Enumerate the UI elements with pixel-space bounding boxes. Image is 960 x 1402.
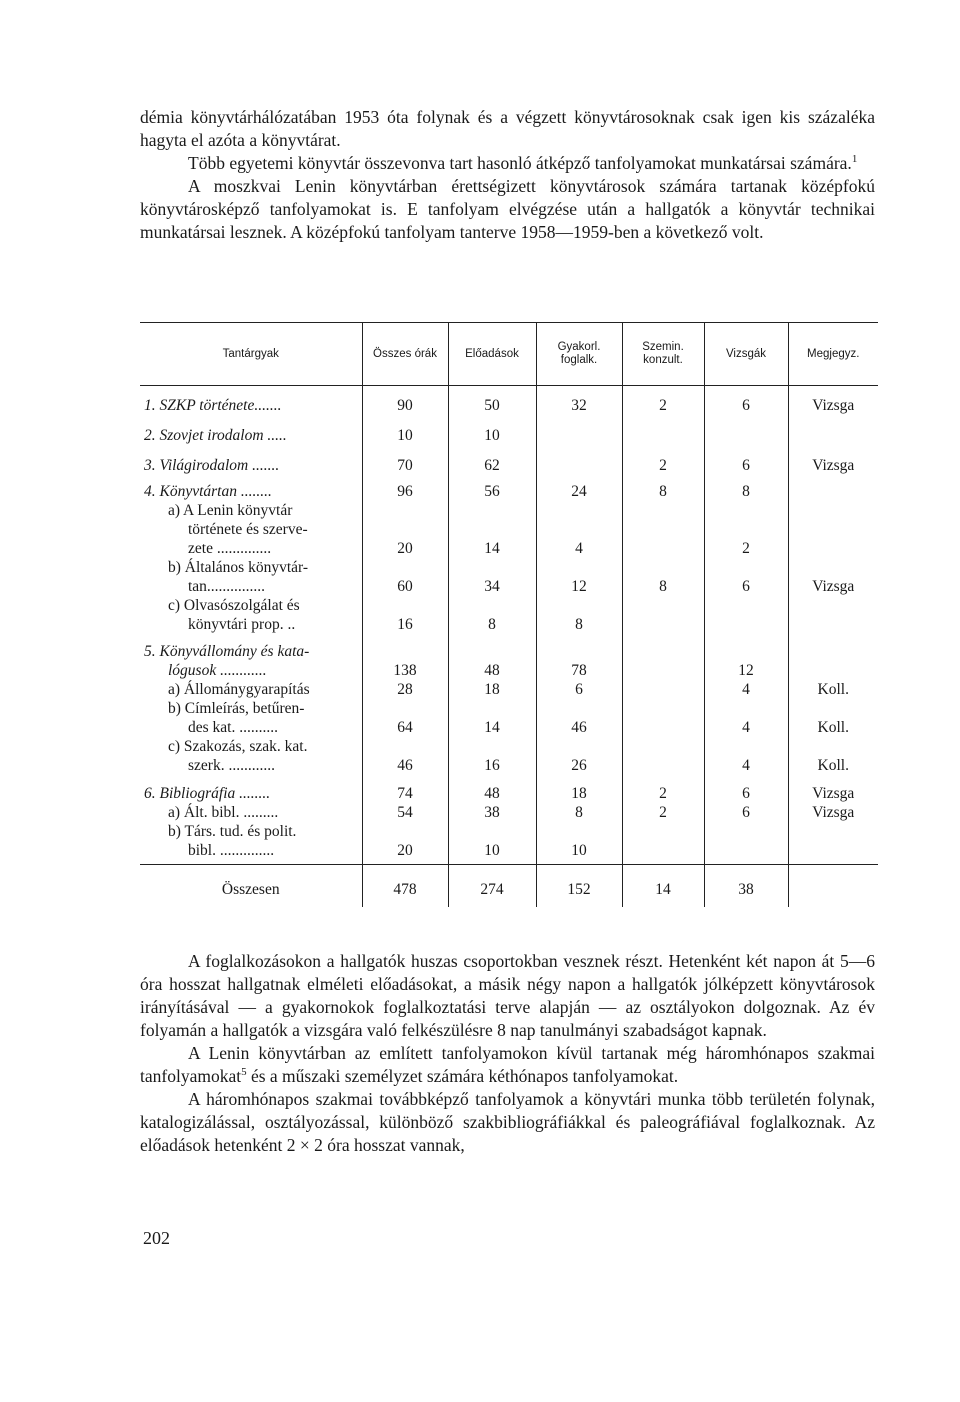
- row-label-line: bibl. ..............: [188, 842, 275, 859]
- paragraph-4-text: A foglalkozásokon a hallgatók huszas csoportokban vesznek részt. Hetenként két napon át 5—6 óra hosszat hallgatnak elméleti előadásokat, a másik négy napon a hallgatók jólképzett könyvtárosok irányításával — a gyakornokok foglalkoztatási terve alapján — az osztályokon dolgoznak. Az év folyamán a hallgatók a vizsgára való felkészülésre 8 nap tanulmányi szabadságot kapnak.: [140, 951, 875, 1040]
- curriculum-table: [140, 322, 878, 907]
- row-label: [140, 822, 362, 865]
- cell-exams: 2: [704, 501, 788, 558]
- cell-total: 138: [362, 634, 448, 680]
- cell-seminar: [622, 501, 704, 558]
- row-label-line: b) Címleírás, betűren-: [168, 700, 305, 717]
- row-label: [140, 699, 362, 737]
- cell-total: 28: [362, 680, 448, 699]
- table-row: [140, 501, 878, 558]
- table-row: [140, 822, 878, 865]
- cell-total: 54: [362, 803, 448, 822]
- table-row: [140, 775, 878, 803]
- table-row: [140, 737, 878, 775]
- cell-practice: 12: [536, 558, 622, 596]
- paragraph-continuation: [140, 106, 875, 244]
- footnote-ref-5: 5: [241, 1066, 247, 1079]
- cell-lectures: 56: [448, 475, 536, 501]
- row-label: [140, 558, 362, 596]
- table-row: [140, 596, 878, 634]
- cell-exams: 12: [704, 634, 788, 680]
- table-total-row: [140, 865, 878, 908]
- cell-total: 20: [362, 501, 448, 558]
- row-label: [140, 596, 362, 634]
- cell-total: 96: [362, 475, 448, 501]
- cell-seminar: [622, 415, 704, 445]
- cell-exams: 6: [704, 775, 788, 803]
- cell-lectures: 14: [448, 501, 536, 558]
- cell-seminar: 2: [622, 775, 704, 803]
- cell-practice: 8: [536, 803, 622, 822]
- cell-notes: [788, 475, 878, 501]
- cell-practice: 78: [536, 634, 622, 680]
- cell-practice: [536, 445, 622, 475]
- cell-practice: [536, 415, 622, 445]
- cell-practice: 152: [536, 865, 622, 908]
- cell-seminar: [622, 680, 704, 699]
- cell-notes: Vizsga: [788, 803, 878, 822]
- cell-seminar: [622, 634, 704, 680]
- table-row: [140, 445, 878, 475]
- table-row: [140, 558, 878, 596]
- cell-lectures: 62: [448, 445, 536, 475]
- header-exams: Vizsgák: [704, 323, 788, 386]
- cell-exams: 4: [704, 737, 788, 775]
- row-label: [140, 634, 362, 680]
- paragraph-1-text: démia könyvtárhálózatában 1953 óta folynak és a végzett könyvtárosoknak csak igen kis százaléka hagyta el azóta a könyvtárat.: [140, 107, 875, 150]
- cell-practice: 26: [536, 737, 622, 775]
- cell-seminar: 2: [622, 445, 704, 475]
- cell-exams: [704, 822, 788, 865]
- paragraph-6-text: A háromhónapos szakmai továbbképző tanfolyamok a könyvtári munka több területén folynak, katalogizálással, osztályozással, különböző szakbibliográfiákkal és paleográfiával foglalkoznak. Az előadások hetenként 2 × 2 óra hosszat vannak,: [140, 1089, 875, 1155]
- header-total-hours: Összes órák: [362, 323, 448, 386]
- page-number: 202: [143, 1228, 170, 1248]
- cell-practice: 32: [536, 386, 622, 416]
- header-seminar: Szemin. konzult.: [622, 323, 704, 386]
- cell-seminar: 14: [622, 865, 704, 908]
- paragraph-block-bottom: [140, 950, 875, 1157]
- cell-total: 16: [362, 596, 448, 634]
- cell-notes: [788, 501, 878, 558]
- cell-practice: 18: [536, 775, 622, 803]
- cell-seminar: [622, 596, 704, 634]
- cell-exams: 6: [704, 445, 788, 475]
- cell-notes: Koll.: [788, 680, 878, 699]
- cell-notes: Koll.: [788, 737, 878, 775]
- row-label: 6. Bibliográfia ........: [144, 785, 271, 802]
- cell-notes: Koll.: [788, 699, 878, 737]
- cell-exams: [704, 415, 788, 445]
- row-label: 4. Könyvtártan ........: [144, 483, 272, 500]
- cell-exams: 6: [704, 803, 788, 822]
- paragraph-5-text: A Lenin könyvtárban az említett tanfolyamokon kívül tartanak még háromhónapos szakmai tanfolyamokat: [140, 1043, 875, 1086]
- cell-lectures: 16: [448, 737, 536, 775]
- cell-notes: Vizsga: [788, 445, 878, 475]
- table-row: [140, 386, 878, 416]
- cell-lectures: 14: [448, 699, 536, 737]
- cell-lectures: 10: [448, 822, 536, 865]
- row-label-line: 5. Könyvállomány és kata-: [144, 643, 310, 660]
- cell-lectures: 38: [448, 803, 536, 822]
- row-label-line: a) A Lenin könyvtár: [168, 502, 293, 519]
- cell-exams: 6: [704, 558, 788, 596]
- cell-notes: Vizsga: [788, 386, 878, 416]
- row-label-line: könyvtári prop. ..: [188, 616, 296, 633]
- header-practice: Gyakorl. foglalk.: [536, 323, 622, 386]
- table-header-row: [140, 323, 878, 386]
- cell-lectures: 50: [448, 386, 536, 416]
- cell-exams: 38: [704, 865, 788, 908]
- footnote-ref-1: 1: [851, 153, 858, 166]
- cell-total: 90: [362, 386, 448, 416]
- cell-exams: [704, 596, 788, 634]
- row-label: 1. SZKP története.......: [144, 397, 282, 414]
- cell-practice: 10: [536, 822, 622, 865]
- cell-lectures: 8: [448, 596, 536, 634]
- cell-total: 10: [362, 415, 448, 445]
- cell-notes: [788, 865, 878, 908]
- cell-lectures: 10: [448, 415, 536, 445]
- cell-practice: 6: [536, 680, 622, 699]
- cell-notes: [788, 415, 878, 445]
- cell-seminar: 2: [622, 386, 704, 416]
- cell-notes: [788, 822, 878, 865]
- paragraph-2-text: Több egyetemi könyvtár összevonva tart hasonló átképző tanfolyamokat munkatársai számára.: [188, 153, 852, 173]
- table-row: [140, 415, 878, 445]
- row-label-line: b) Társ. tud. és polit.: [168, 823, 297, 840]
- cell-exams: 6: [704, 386, 788, 416]
- cell-seminar: [622, 822, 704, 865]
- cell-total: 20: [362, 822, 448, 865]
- row-label: [140, 737, 362, 775]
- row-label: [140, 501, 362, 558]
- row-label-line: szerk. ............: [188, 757, 275, 774]
- row-label: [140, 803, 362, 822]
- cell-total: 60: [362, 558, 448, 596]
- cell-total: 46: [362, 737, 448, 775]
- row-label-line: lógusok ............: [168, 662, 267, 679]
- cell-notes: Vizsga: [788, 775, 878, 803]
- cell-seminar: [622, 699, 704, 737]
- cell-total: 478: [362, 865, 448, 908]
- cell-notes: [788, 634, 878, 680]
- cell-practice: 46: [536, 699, 622, 737]
- cell-practice: 4: [536, 501, 622, 558]
- header-lectures: Előadások: [448, 323, 536, 386]
- cell-notes: Vizsga: [788, 558, 878, 596]
- table-row: [140, 803, 878, 822]
- cell-seminar: 2: [622, 803, 704, 822]
- cell-lectures: 34: [448, 558, 536, 596]
- cell-total: 70: [362, 445, 448, 475]
- cell-exams: 8: [704, 475, 788, 501]
- cell-seminar: 8: [622, 558, 704, 596]
- cell-lectures: 274: [448, 865, 536, 908]
- cell-seminar: 8: [622, 475, 704, 501]
- row-label-line: zete ..............: [188, 540, 272, 557]
- row-label-line: c) Olvasószolgálat és: [168, 597, 300, 614]
- cell-exams: 4: [704, 699, 788, 737]
- paragraph-3-text: A moszkvai Lenin könyvtárban érettségizett könyvtárosok számára tartanak középfokú könyvtárosképző tanfolyamokat is. E tanfolyam elvégzése után a hallgatók a könyvtár technikai munkatársai lesznek. A középfokú tanfolyam tanterve 1958—1959-ben a következő volt.: [140, 176, 875, 242]
- cell-total: 74: [362, 775, 448, 803]
- row-label-line: a) Ált. bibl. .........: [168, 804, 279, 821]
- cell-lectures: 18: [448, 680, 536, 699]
- paragraph-5-text-cont: és a műszaki személyzet számára kéthónapos tanfolyamokat.: [250, 1066, 679, 1086]
- table-row: [140, 634, 878, 680]
- cell-total: 64: [362, 699, 448, 737]
- table-row: [140, 699, 878, 737]
- row-label-line: b) Általános könyvtár-: [168, 559, 309, 576]
- cell-practice: 24: [536, 475, 622, 501]
- row-label-line: története és szerve-: [188, 521, 308, 538]
- header-notes: Megjegyz.: [788, 323, 878, 386]
- cell-lectures: 48: [448, 775, 536, 803]
- table-row: [140, 680, 878, 699]
- row-label: 3. Világirodalom .......: [144, 457, 280, 474]
- cell-seminar: [622, 737, 704, 775]
- row-label: [140, 680, 362, 699]
- row-label-line: c) Szakozás, szak. kat.: [168, 738, 308, 755]
- cell-exams: 4: [704, 680, 788, 699]
- cell-lectures: 48: [448, 634, 536, 680]
- cell-practice: 8: [536, 596, 622, 634]
- row-label-line: des kat. ..........: [188, 719, 278, 736]
- row-label-line: a) Állománygyarapítás: [168, 681, 310, 698]
- header-subject: Tantárgyak: [140, 323, 362, 386]
- table-row: [140, 475, 878, 501]
- row-label: 2. Szovjet irodalom .....: [144, 427, 287, 444]
- row-label-line: tan...............: [188, 578, 266, 595]
- total-label: Összesen: [140, 865, 362, 908]
- cell-notes: [788, 596, 878, 634]
